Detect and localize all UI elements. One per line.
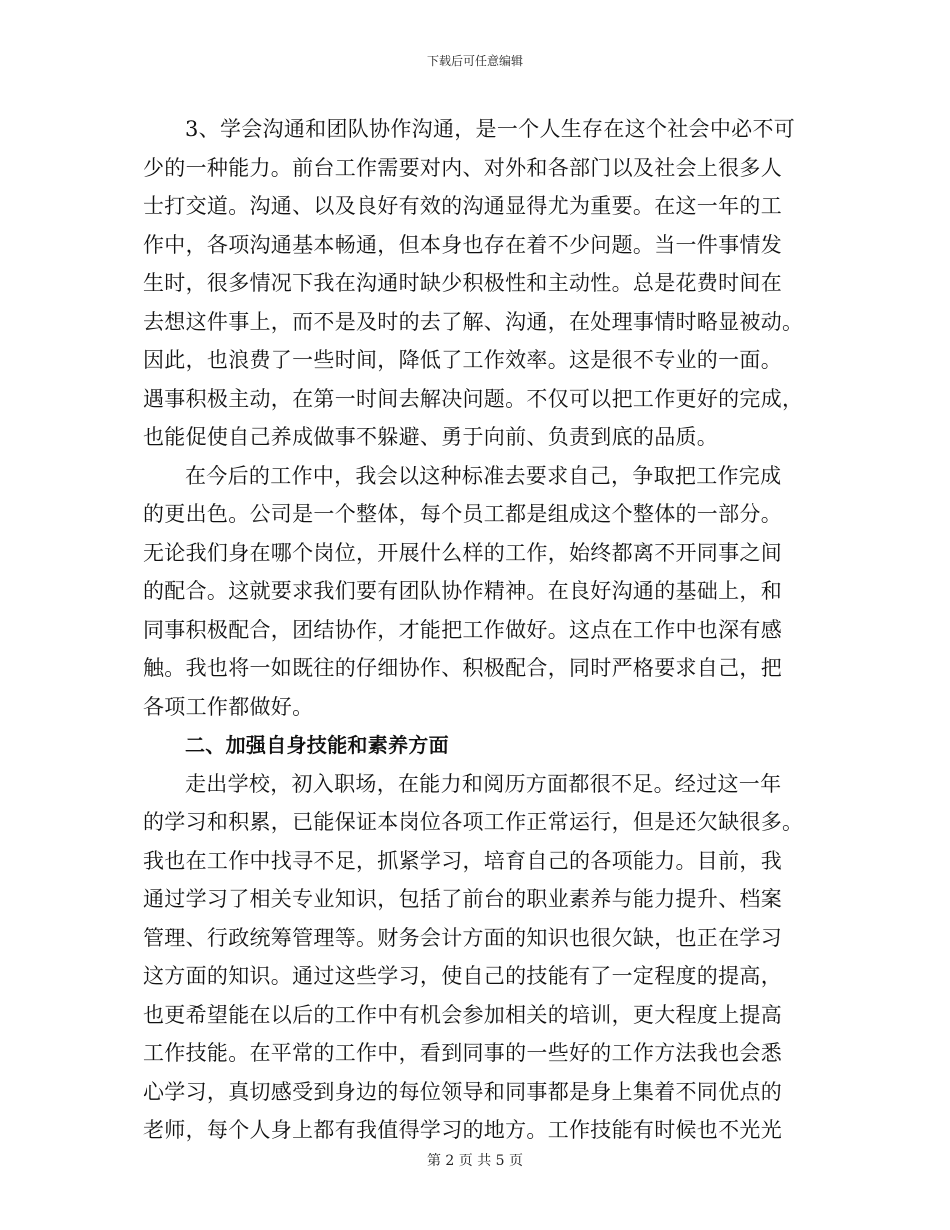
document-body [143,110,808,1150]
text-line: 心学习，真切感受到身边的每位领导和同事都是身上集着不同优点的 [143,1079,782,1104]
text-line: 走出学校，初入职场，在能力和阅历方面都很不足。经过这一年 [185,771,782,796]
text-line: 3、学会沟通和团队协作沟通，是一个人生存在这个社会中必不可 [185,117,796,141]
text-line: 作中，各项沟通基本畅通，但本身也存在着不少问题。当一件事情发 [143,232,782,257]
section-heading: 二、加强自身技能和素养方面 [185,733,449,757]
text-line: 的更出色。公司是一个整体，每个员工都是组成这个整体的一部分。 [143,502,782,526]
text-line: 无论我们身在哪个岗位，开展什么样的工作，始终都离不开同事之间 [143,540,782,565]
page-header: 下载后可任意编辑 [426,54,523,68]
text-line: 的学习和积累，已能保证本岗位各项工作正常运行，但是还欠缺很多。 [143,810,804,834]
text-line: 通过学习了相关专业知识，包括了前台的职业素养与能力提升、档案 [143,887,782,911]
text-line: 触。我也将一如既往的仔细协作、积极配合，同时严格要求自己，把 [143,656,782,680]
text-line: 也更希望能在以后的工作中有机会参加相关的培训，更大程度上提高 [143,1002,782,1027]
text-line: 少的一种能力。前台工作需要对内、对外和各部门以及社会上很多人 [143,155,782,180]
text-line: 老师，每个人身上都有我值得学习的地方。工作技能有时候也不光光 [143,1118,782,1142]
text-line: 也能促使自己养成做事不躲避、勇于向前、负责到底的品质。 [143,425,719,449]
page-footer: 第 2 页 共 5 页 [426,1153,524,1169]
text-line: 同事积极配合，团结协作，才能把工作做好。这点在工作中也深有感 [143,617,782,642]
text-line: 工作技能。在平常的工作中，看到同事的一些好的工作方法我也会悉 [143,1041,782,1065]
text-line: 因此，也浪费了一些时间，降低了工作效率。这是很不专业的一面。 [143,348,782,372]
text-line: 的配合。这就要求我们要有团队协作精神。在良好沟通的基础上，和 [143,579,782,603]
text-line: 管理、行政统筹管理等。财务会计方面的知识也很欠缺，也正在学习 [143,925,782,950]
text-line: 士打交道。沟通、以及良好有效的沟通显得尤为重要。在这一年的工 [143,194,782,218]
text-line: 去想这件事上，而不是及时的去了解、沟通，在处理事情时略显被动。 [143,309,804,334]
text-line: 在今后的工作中，我会以这种标准去要求自己，争取把工作完成 [185,463,782,488]
text-line: 我也在工作中找寻不足，抓紧学习，培育自己的各项能力。目前，我 [143,848,782,873]
text-line: 生时，很多情况下我在沟通时缺少积极性和主动性。总是花费时间在 [143,271,782,295]
text-line: 这方面的知识。通过这些学习，使自己的技能有了一定程度的提高， [143,964,782,988]
text-line: 遇事积极主动，在第一时间去解决问题。不仅可以把工作更好的完成， [143,386,804,411]
text-line: 各项工作都做好。 [143,694,314,719]
